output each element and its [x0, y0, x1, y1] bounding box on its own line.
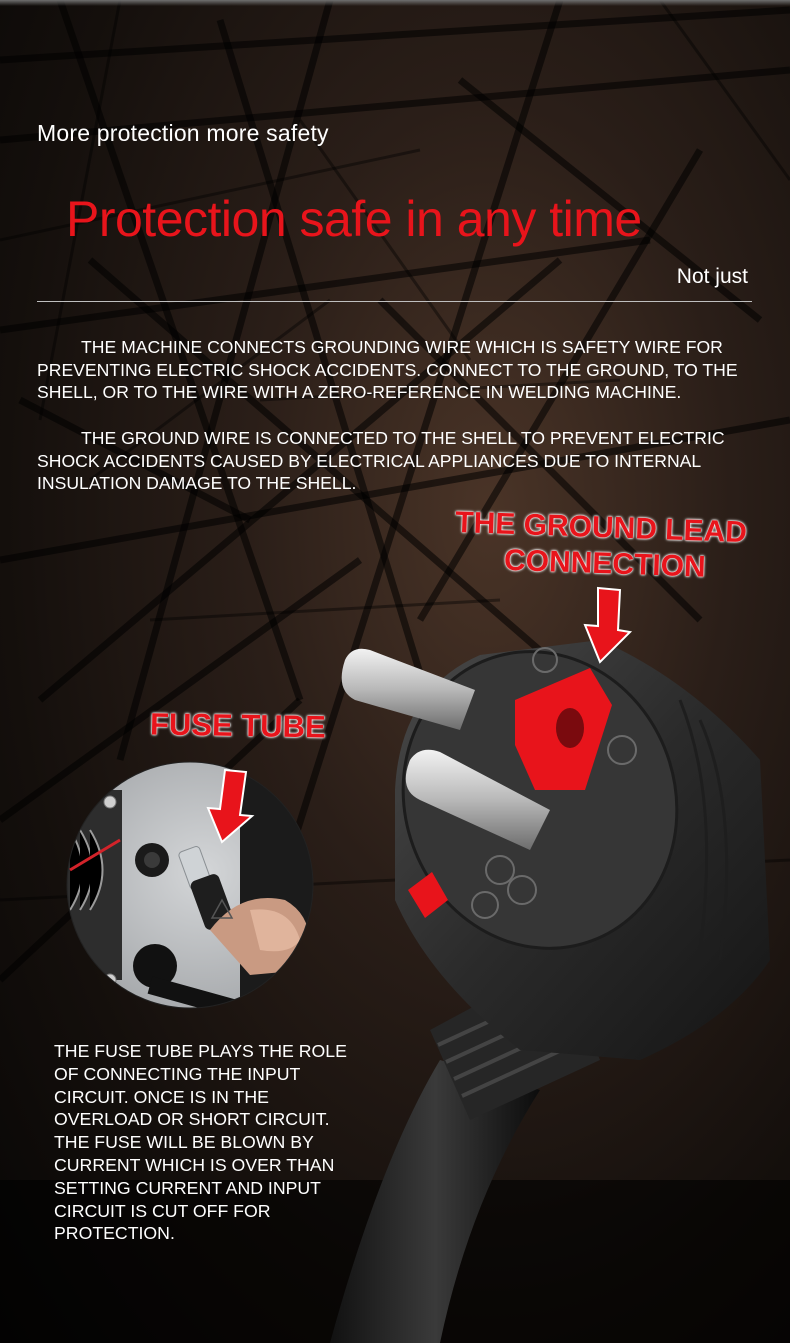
grounding-paragraph-2-text: THE GROUND WIRE IS CONNECTED TO THE SHELL TO PREVENT ELECTRIC SHOCK ACCIDENTS CAUSED BY ELECTRICAL APPLIANCES DUE TO INTERNAL INSULATION DAMAGE TO THE SHELL. [37, 428, 725, 494]
fuse-description: THE FUSE TUBE PLAYS THE ROLE OF CONNECTING THE INPUT CIRCUIT. ONCE IS IN THE OVERLOAD OR SHORT CIRCUIT. THE FUSE WILL BE BLOWN BY CURRENT WHICH IS OVER THAN SETTING CURRENT AND INPUT CIRCUIT IS CUT OFF FOR PROTECTION. [54, 1041, 347, 1244]
grounding-paragraph-1-text: THE MACHINE CONNECTS GROUNDING WIRE WHICH IS SAFETY WIRE FOR PREVENTING ELECTRIC SHOCK ACCIDENTS. CONNECT TO THE GROUND, TO THE SHELL, OR TO THE WIRE WITH A ZERO-REFERENCE IN WELDING MACHINE. [37, 337, 738, 403]
headline: Protection safe in any time [66, 191, 642, 247]
ground-lead-callout-line-2: CONNECTION [503, 543, 707, 584]
tagline: Not just [676, 265, 748, 288]
fuse-tube-callout: FUSE TUBE [149, 706, 326, 745]
ground-lead-callout [453, 505, 775, 588]
subtitle: More protection more safety [37, 120, 329, 146]
ground-lead-callout-line-1: THE GROUND LEAD [454, 505, 748, 550]
